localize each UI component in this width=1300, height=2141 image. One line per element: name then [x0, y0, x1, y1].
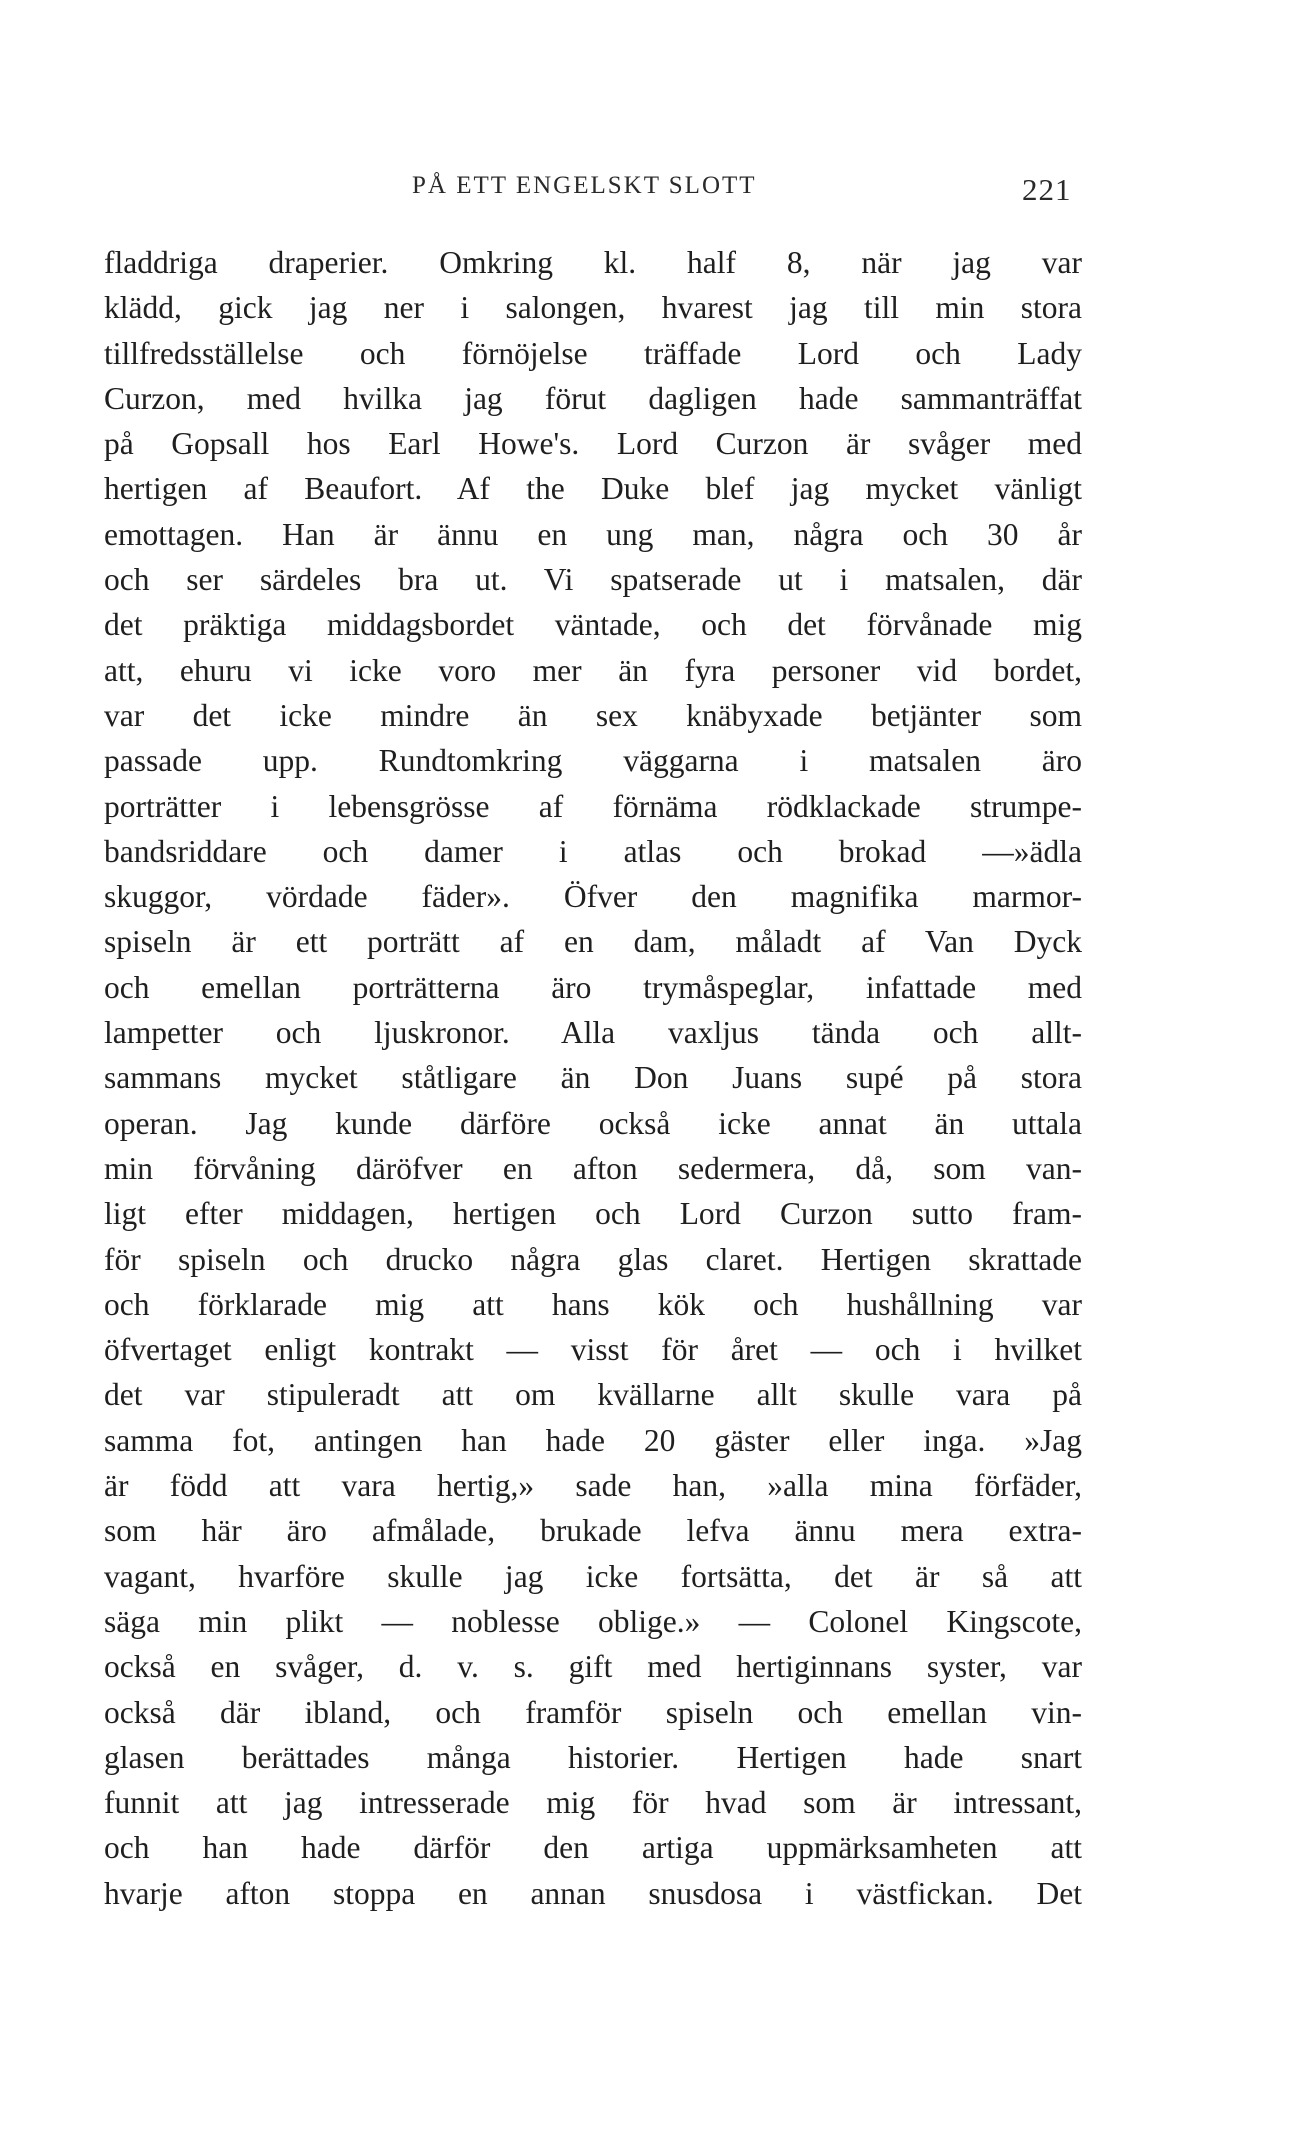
text-line: var det icke mindre än sex knäbyxade betjänter som: [104, 697, 1082, 733]
text-line: det präktiga middagsbordet väntade, och det förvånade mig: [104, 607, 1082, 643]
text-line: på Gopsall hos Earl Howe's. Lord Curzon är svåger med: [104, 426, 1082, 462]
text-line: hertigen af Beaufort. Af the Duke blef jag mycket vänligt: [104, 471, 1082, 507]
text-line: är född att vara hertig,» sade han, »alla mina förfäder,: [104, 1468, 1082, 1504]
text-line: emottagen. Han är ännu en ung man, några och 30 år: [104, 516, 1082, 552]
text-line: bandsriddare och damer i atlas och brokad —»ädla: [104, 833, 1082, 869]
text-line: och ser särdeles bra ut. Vi spatserade ut i matsalen, där: [104, 562, 1082, 598]
text-line: skuggor, vördade fäder». Öfver den magnifika marmor-: [104, 879, 1082, 915]
text-line: som här äro afmålade, brukade lefva ännu mera extra-: [104, 1513, 1082, 1549]
text-line: också där ibland, och framför spiseln och emellan vin-: [104, 1694, 1082, 1730]
text-line: glasen berättades många historier. Hertigen hade snart: [104, 1739, 1082, 1775]
text-line: lampetter och ljuskronor. Alla vaxljus tända och allt-: [104, 1015, 1082, 1051]
text-line: öfvertaget enligt kontrakt — visst för året — och i hvilket: [104, 1332, 1082, 1368]
text-line: spiseln är ett porträtt af en dam, måladt af Van Dyck: [104, 924, 1082, 960]
text-line: vagant, hvarföre skulle jag icke fortsätta, det är så att: [104, 1558, 1082, 1594]
text-line: också en svåger, d. v. s. gift med hertiginnans syster, var: [104, 1649, 1082, 1685]
text-line: funnit att jag intresserade mig för hvad som är intressant,: [104, 1785, 1082, 1821]
text-line: ligt efter middagen, hertigen och Lord Curzon sutto fram-: [104, 1196, 1082, 1232]
text-line: och emellan porträtterna äro trymåspeglar, infattade med: [104, 969, 1082, 1005]
text-line: hvarje afton stoppa en annan snusdosa i västfickan. Det: [104, 1875, 1082, 1911]
text-line: porträtter i lebensgrösse af förnäma rödklackade strumpe-: [104, 788, 1082, 824]
text-line: samma fot, antingen han hade 20 gäster eller inga. »Jag: [104, 1422, 1082, 1458]
text-line: operan. Jag kunde därföre också icke annat än uttala: [104, 1105, 1082, 1141]
text-line: Curzon, med hvilka jag förut dagligen hade sammanträffat: [104, 380, 1082, 416]
running-title: PÅ ETT ENGELSKT SLOTT: [412, 172, 757, 199]
text-line: säga min plikt — noblesse oblige.» — Colonel Kingscote,: [104, 1603, 1082, 1639]
text-line: att, ehuru vi icke voro mer än fyra personer vid bordet,: [104, 652, 1082, 688]
running-head: [0, 172, 1300, 212]
text-line: för spiseln och drucko några glas claret. Hertigen skrattade: [104, 1241, 1082, 1277]
text-line: sammans mycket ståtligare än Don Juans supé på stora: [104, 1060, 1082, 1096]
text-line: min förvåning däröfver en afton sedermera, då, som van-: [104, 1150, 1082, 1186]
text-line: och förklarade mig att hans kök och hushållning var: [104, 1286, 1082, 1322]
text-line: och han hade därför den artiga uppmärksamheten att: [104, 1830, 1082, 1866]
text-line: det var stipuleradt att om kvällarne allt skulle vara på: [104, 1377, 1082, 1413]
text-line: tillfredsställelse och förnöjelse träffade Lord och Lady: [104, 335, 1082, 371]
page-number: 221: [1022, 172, 1072, 207]
text-line: klädd, gick jag ner i salongen, hvarest jag till min stora: [104, 290, 1082, 326]
body-text: [104, 240, 1082, 1916]
text-line: passade upp. Rundtomkring väggarna i matsalen äro: [104, 743, 1082, 779]
text-line: fladdriga draperier. Omkring kl. half 8, när jag var: [104, 245, 1082, 280]
